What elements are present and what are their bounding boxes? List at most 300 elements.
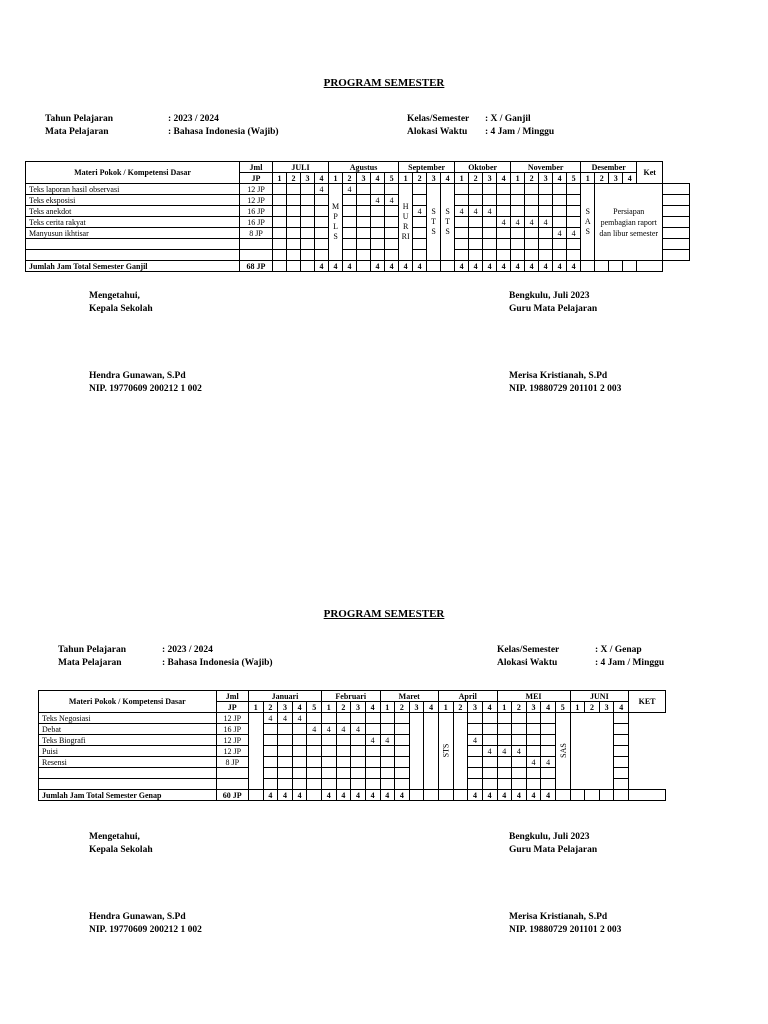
ket-cell <box>629 790 666 801</box>
week-cell: 4 <box>497 746 512 757</box>
jp-cell: 8 JP <box>216 757 248 768</box>
week-cell <box>357 228 371 239</box>
total-week-cell: 4 <box>541 790 556 801</box>
week-number: 4 <box>541 702 556 713</box>
week-cell <box>273 195 287 206</box>
week-number: 5 <box>307 702 322 713</box>
sts-note-1-text: STS <box>431 207 437 236</box>
program-table-ganjil <box>25 161 690 272</box>
mpls-note <box>329 184 343 261</box>
col-jp: JP <box>240 173 273 184</box>
kepala-sekolah-genap: Kepala Sekolah <box>89 845 153 855</box>
week-cell <box>336 713 351 724</box>
week-cell <box>497 239 511 250</box>
persiapan-note <box>595 184 663 261</box>
week-number: 3 <box>278 702 293 713</box>
week-cell: 4 <box>511 217 525 228</box>
week-cell <box>343 228 357 239</box>
week-number: 4 <box>614 702 629 713</box>
week-cell <box>278 735 293 746</box>
week-cell <box>385 184 399 195</box>
week-cell <box>322 746 337 757</box>
week-cell <box>541 746 556 757</box>
week-number: 3 <box>539 173 553 184</box>
page-title-ganjil: PROGRAM SEMESTER <box>323 77 445 89</box>
week-cell: 4 <box>482 746 497 757</box>
kelas-value: : X / Genap <box>595 645 642 655</box>
total-week-cell: 4 <box>497 790 512 801</box>
week-cell <box>469 250 483 261</box>
total-week-cell <box>585 790 600 801</box>
week-cell <box>287 250 301 261</box>
week-cell <box>497 768 512 779</box>
week-cell: 4 <box>322 724 337 735</box>
jp-cell: 16 JP <box>240 217 273 228</box>
total-week-cell: 4 <box>371 261 385 272</box>
week-cell <box>526 713 541 724</box>
col-jml: Jml <box>240 162 273 173</box>
week-cell <box>307 735 322 746</box>
week-number: 2 <box>595 173 609 184</box>
tahun-value: : 2023 / 2024 <box>168 114 219 124</box>
mapel-label: Mata Pelajaran <box>45 127 109 137</box>
week-cell <box>336 768 351 779</box>
week-cell <box>357 184 371 195</box>
week-cell <box>365 768 380 779</box>
week-cell <box>413 250 427 261</box>
week-number: 1 <box>329 173 343 184</box>
materi-cell: Teks Biografi <box>39 735 217 746</box>
week-cell <box>525 184 539 195</box>
week-cell <box>351 713 366 724</box>
materi-cell: Manyusun ikhtisar <box>26 228 240 239</box>
kepala-name-ganjil: Hendra Gunawan, S.Pd <box>89 371 186 381</box>
kepala-nip-genap: NIP. 19770609 200212 1 002 <box>89 925 202 935</box>
week-cell <box>541 768 556 779</box>
sts-genap-note <box>439 713 454 790</box>
ket-cell <box>614 735 629 746</box>
col-materi: Materi Pokok / Kompetensi Dasar <box>39 691 217 713</box>
sts-genap-note-text: STS <box>441 743 451 758</box>
week-cell <box>287 217 301 228</box>
week-cell <box>385 228 399 239</box>
month-header: Desember <box>581 162 637 173</box>
total-week-cell <box>441 261 455 272</box>
week-cell <box>567 217 581 228</box>
week-cell <box>541 724 556 735</box>
week-cell <box>539 250 553 261</box>
ket-cell <box>614 724 629 735</box>
week-cell <box>483 228 497 239</box>
week-cell <box>511 228 525 239</box>
week-cell: 4 <box>469 206 483 217</box>
total-week-cell <box>453 790 468 801</box>
total-week-cell <box>595 261 609 272</box>
month-header: Oktober <box>455 162 511 173</box>
table-row <box>26 184 690 195</box>
week-cell: 4 <box>539 217 553 228</box>
week-cell <box>263 779 278 790</box>
week-cell <box>357 217 371 228</box>
week-cell <box>541 779 556 790</box>
week-cell: 4 <box>292 713 307 724</box>
week-number: 4 <box>623 173 637 184</box>
week-cell <box>343 195 357 206</box>
week-cell <box>511 206 525 217</box>
week-cell: 4 <box>307 724 322 735</box>
week-cell: 4 <box>371 195 385 206</box>
ket-cell <box>614 746 629 757</box>
week-cell <box>482 713 497 724</box>
week-cell <box>526 768 541 779</box>
week-cell <box>539 206 553 217</box>
persiapan-note-text: Persiapan pembagian raport dan libur semester <box>599 206 659 238</box>
week-cell <box>273 228 287 239</box>
week-cell <box>263 757 278 768</box>
total-week-cell <box>581 261 595 272</box>
week-cell <box>380 779 395 790</box>
week-cell <box>511 195 525 206</box>
week-cell <box>395 713 410 724</box>
week-number: 1 <box>511 173 525 184</box>
week-cell <box>395 746 410 757</box>
col-jml: Jml <box>216 691 248 702</box>
week-cell <box>357 206 371 217</box>
week-cell <box>539 228 553 239</box>
week-number: 2 <box>343 173 357 184</box>
libur-note <box>453 713 468 790</box>
week-cell <box>273 239 287 250</box>
week-cell <box>315 250 329 261</box>
week-cell <box>263 735 278 746</box>
kelas-label: Kelas/Semester <box>497 645 560 655</box>
week-number: 4 <box>365 702 380 713</box>
total-week-cell <box>409 790 424 801</box>
week-cell <box>511 184 525 195</box>
week-cell <box>343 250 357 261</box>
month-header: JUNI <box>570 691 629 702</box>
week-cell <box>483 217 497 228</box>
week-cell <box>336 757 351 768</box>
week-number: 5 <box>567 173 581 184</box>
ket-cell <box>663 250 690 261</box>
week-number: 3 <box>409 702 424 713</box>
total-week-cell: 4 <box>468 790 483 801</box>
week-cell: 4 <box>497 217 511 228</box>
mengetahui-ganjil: Mengetahui, <box>89 291 140 301</box>
week-cell <box>539 184 553 195</box>
kepala-name-genap: Hendra Gunawan, S.Pd <box>89 912 186 922</box>
total-week-cell <box>273 261 287 272</box>
week-cell <box>455 217 469 228</box>
week-cell <box>301 239 315 250</box>
materi-cell: Teks laporan hasil observasi <box>26 184 240 195</box>
week-number: 1 <box>399 173 413 184</box>
total-week-cell: 4 <box>336 790 351 801</box>
week-cell: 4 <box>380 735 395 746</box>
kelas-label: Kelas/Semester <box>407 114 470 124</box>
week-cell <box>301 250 315 261</box>
week-cell <box>395 779 410 790</box>
week-cell <box>469 239 483 250</box>
week-number: 5 <box>555 702 570 713</box>
week-cell <box>553 184 567 195</box>
header-row-months <box>26 162 690 173</box>
guru-name-ganjil: Merisa Kristianah, S.Pd <box>509 371 608 381</box>
total-week-cell: 4 <box>278 790 293 801</box>
week-cell <box>385 206 399 217</box>
week-cell <box>497 206 511 217</box>
week-cell <box>380 713 395 724</box>
week-cell <box>413 195 427 206</box>
week-cell: 4 <box>525 217 539 228</box>
week-number: 3 <box>526 702 541 713</box>
total-week-cell <box>424 790 439 801</box>
month-header: Februari <box>322 691 381 702</box>
sts-note-2-text: STS <box>445 207 451 236</box>
week-cell <box>307 768 322 779</box>
week-cell <box>301 206 315 217</box>
week-cell <box>292 746 307 757</box>
week-number: 3 <box>427 173 441 184</box>
total-week-cell <box>609 261 623 272</box>
total-week-cell <box>555 790 570 801</box>
mapel-value: : Bahasa Indonesia (Wajib) <box>162 658 273 668</box>
week-cell <box>539 239 553 250</box>
materi-cell: Teks eksposisi <box>26 195 240 206</box>
week-cell <box>365 779 380 790</box>
week-cell <box>287 228 301 239</box>
hurri-note-text: HUR RI <box>401 202 410 241</box>
week-number: 4 <box>315 173 329 184</box>
total-jp: 68 JP <box>240 261 273 272</box>
week-cell <box>278 724 293 735</box>
week-cell <box>497 713 512 724</box>
kepala-sekolah-ganjil: Kepala Sekolah <box>89 304 153 314</box>
week-number: 1 <box>322 702 337 713</box>
week-number: 1 <box>248 702 263 713</box>
jp-cell: 8 JP <box>240 228 273 239</box>
week-number: 4 <box>424 702 439 713</box>
total-week-cell <box>287 261 301 272</box>
month-header: Maret <box>380 691 439 702</box>
week-number: 3 <box>468 702 483 713</box>
week-cell <box>357 195 371 206</box>
total-week-cell: 4 <box>413 261 427 272</box>
jp-cell: 16 JP <box>240 206 273 217</box>
guru-mapel-genap: Guru Mata Pelajaran <box>509 845 598 855</box>
jp-cell: 12 JP <box>216 746 248 757</box>
total-week-cell: 4 <box>351 790 366 801</box>
jp-cell: 12 JP <box>240 195 273 206</box>
table-row <box>39 713 666 724</box>
week-cell <box>278 768 293 779</box>
materi-cell <box>39 768 217 779</box>
week-cell <box>413 184 427 195</box>
col-materi: Materi Pokok / Kompetensi Dasar <box>26 162 240 184</box>
week-cell <box>497 757 512 768</box>
jp-cell: 16 JP <box>216 724 248 735</box>
week-cell <box>567 239 581 250</box>
week-cell <box>541 713 556 724</box>
week-cell <box>385 217 399 228</box>
week-cell <box>336 746 351 757</box>
week-cell: 4 <box>365 735 380 746</box>
pembagian-note <box>570 713 614 790</box>
tahun-baru-note <box>248 713 263 790</box>
week-cell <box>525 195 539 206</box>
week-cell <box>483 250 497 261</box>
week-cell: 4 <box>278 713 293 724</box>
week-cell <box>380 746 395 757</box>
week-cell <box>483 239 497 250</box>
total-week-cell <box>427 261 441 272</box>
materi-cell: Teks cerita rakyat <box>26 217 240 228</box>
week-cell <box>322 768 337 779</box>
total-week-cell <box>307 790 322 801</box>
week-cell <box>525 206 539 217</box>
week-cell <box>539 195 553 206</box>
week-cell <box>292 757 307 768</box>
week-cell <box>292 735 307 746</box>
week-cell <box>385 239 399 250</box>
week-cell <box>365 713 380 724</box>
sas-genap-note <box>555 713 570 790</box>
week-number: 3 <box>609 173 623 184</box>
week-cell <box>497 735 512 746</box>
guru-name-genap: Merisa Kristianah, S.Pd <box>509 912 608 922</box>
month-header: April <box>439 691 498 702</box>
week-cell <box>371 206 385 217</box>
week-cell: 4 <box>553 228 567 239</box>
col-jp: JP <box>216 702 248 713</box>
week-cell <box>371 184 385 195</box>
total-week-cell: 4 <box>511 261 525 272</box>
week-cell <box>525 250 539 261</box>
total-week-cell: 4 <box>399 261 413 272</box>
week-cell <box>469 217 483 228</box>
week-cell <box>287 206 301 217</box>
materi-cell <box>26 250 240 261</box>
week-cell <box>541 735 556 746</box>
week-cell <box>497 250 511 261</box>
ket-cell <box>663 239 690 250</box>
ket-cell <box>614 779 629 790</box>
week-cell <box>343 217 357 228</box>
week-cell <box>273 217 287 228</box>
mapel-label: Mata Pelajaran <box>58 658 122 668</box>
total-week-cell: 4 <box>385 261 399 272</box>
week-cell <box>371 250 385 261</box>
total-week-cell <box>357 261 371 272</box>
week-cell <box>567 250 581 261</box>
week-cell: 4 <box>541 757 556 768</box>
total-week-cell: 4 <box>483 261 497 272</box>
sas-note <box>581 184 595 261</box>
week-number: 1 <box>273 173 287 184</box>
week-cell <box>469 184 483 195</box>
week-cell <box>567 184 581 195</box>
total-week-cell <box>248 790 263 801</box>
total-week-cell: 4 <box>497 261 511 272</box>
total-week-cell: 4 <box>469 261 483 272</box>
week-cell <box>526 779 541 790</box>
week-cell <box>395 724 410 735</box>
week-cell <box>292 768 307 779</box>
jp-cell: 12 JP <box>240 184 273 195</box>
week-cell <box>512 757 527 768</box>
week-cell <box>468 713 483 724</box>
week-cell <box>468 746 483 757</box>
week-cell <box>336 735 351 746</box>
week-number: 2 <box>413 173 427 184</box>
week-cell <box>365 757 380 768</box>
ket-cell <box>637 261 663 272</box>
week-cell: 4 <box>336 724 351 735</box>
week-cell <box>455 228 469 239</box>
week-number: 1 <box>581 173 595 184</box>
total-week-cell: 4 <box>365 790 380 801</box>
week-cell <box>263 746 278 757</box>
week-cell <box>307 779 322 790</box>
total-week-cell <box>439 790 454 801</box>
total-week-cell: 4 <box>539 261 553 272</box>
materi-cell: Debat <box>39 724 217 735</box>
week-number: 2 <box>395 702 410 713</box>
materi-cell: Puisi <box>39 746 217 757</box>
week-number: 4 <box>371 173 385 184</box>
program-table-genap <box>38 690 666 801</box>
week-cell <box>273 206 287 217</box>
week-cell <box>315 228 329 239</box>
total-week-cell: 4 <box>512 790 527 801</box>
week-cell <box>512 768 527 779</box>
total-week-cell <box>614 790 629 801</box>
week-number: 3 <box>599 702 614 713</box>
week-number: 2 <box>512 702 527 713</box>
week-cell <box>278 757 293 768</box>
week-number: 3 <box>351 702 366 713</box>
month-header: Agustus <box>329 162 399 173</box>
week-cell <box>497 184 511 195</box>
materi-cell <box>26 239 240 250</box>
total-row <box>39 790 666 801</box>
week-cell <box>482 779 497 790</box>
total-week-cell: 4 <box>263 790 278 801</box>
week-cell: 4 <box>455 206 469 217</box>
total-week-cell: 4 <box>526 790 541 801</box>
week-cell <box>307 757 322 768</box>
week-cell <box>553 195 567 206</box>
week-cell <box>365 724 380 735</box>
week-cell <box>351 779 366 790</box>
week-number: 1 <box>497 702 512 713</box>
total-row <box>26 261 690 272</box>
week-number: 1 <box>439 702 454 713</box>
place-date-genap: Bengkulu, Juli 2023 <box>509 832 590 842</box>
ket-cell <box>614 768 629 779</box>
week-cell <box>273 184 287 195</box>
week-cell <box>301 184 315 195</box>
week-cell <box>482 757 497 768</box>
week-cell: 4 <box>413 206 427 217</box>
week-cell <box>468 757 483 768</box>
week-cell <box>553 217 567 228</box>
week-cell: 4 <box>512 746 527 757</box>
week-cell <box>307 713 322 724</box>
sts-note-2 <box>441 184 455 261</box>
week-cell <box>512 724 527 735</box>
